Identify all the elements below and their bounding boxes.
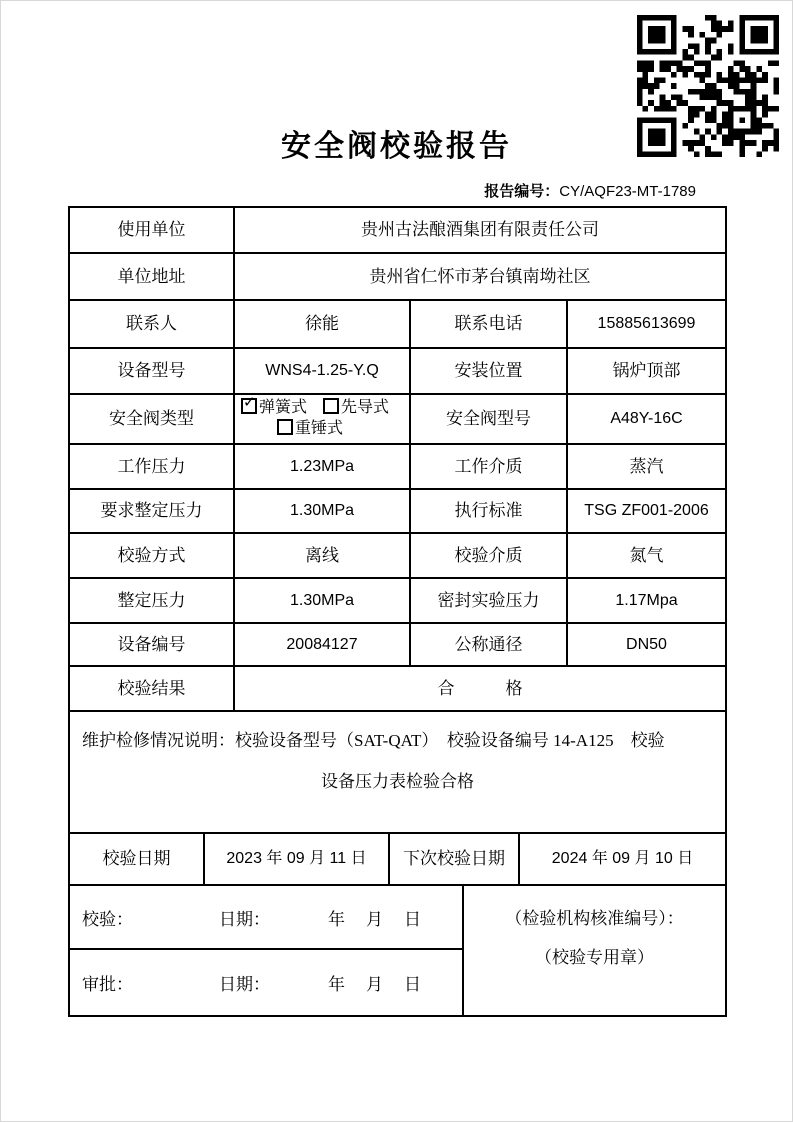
maintenance-note-line2: 设备压力表检验合格 — [321, 772, 474, 791]
label-required-set-pressure: 要求整定压力 — [70, 490, 235, 532]
label-device-number: 设备编号 — [70, 624, 235, 665]
label-use-unit: 使用单位 — [70, 208, 235, 252]
check-ymd: 年 月 日 — [328, 909, 423, 929]
report-number — [484, 180, 696, 201]
value-calibration-date: 2023 年 09 月 11 日 — [205, 834, 390, 884]
label-contact-person: 联系人 — [70, 301, 235, 347]
table-row-valve-type — [70, 395, 725, 445]
value-working-medium: 蒸汽 — [629, 456, 664, 476]
label-calibration-medium: 校验介质 — [411, 534, 568, 577]
valve-type-weight: 重锤式 — [295, 420, 344, 437]
checkbox-unchecked-icon — [277, 419, 293, 435]
table-row-device-number — [70, 624, 725, 667]
check-date-label: 日期： — [219, 909, 270, 929]
label-working-medium: 工作介质 — [411, 445, 568, 488]
value-working-pressure: 1.23MPa — [235, 445, 411, 488]
label-valve-type: 安全阀类型 — [70, 395, 235, 443]
checkbox-unchecked-icon — [323, 398, 339, 414]
maintenance-note — [70, 712, 725, 832]
label-standard: 执行标准 — [411, 490, 568, 532]
label-calibration-date: 校验日期 — [70, 834, 205, 884]
label-calibration-method: 校验方式 — [70, 534, 235, 577]
table-row-signatures — [70, 886, 725, 1015]
value-address: 贵州省仁怀市茅台镇南坳社区 — [369, 266, 591, 286]
value-valve-type — [235, 395, 411, 443]
value-standard: TSG ZF001-2006 — [584, 502, 709, 519]
table-row-address — [70, 254, 725, 301]
value-seal-test-pressure: 1.17Mpa — [615, 591, 678, 609]
label-contact-phone: 联系电话 — [411, 301, 568, 347]
valve-type-line2 — [241, 419, 343, 440]
value-required-set-pressure: 1.30MPa — [235, 490, 411, 532]
value-next-calibration-date: 2024 年 09 月 10 日 — [551, 850, 694, 867]
table-row-use-unit — [70, 208, 725, 254]
approve-sign-label: 审批： — [82, 975, 133, 994]
value-calibration-method: 离线 — [235, 534, 411, 577]
value-use-unit: 贵州古法酿酒集团有限责任公司 — [361, 220, 599, 240]
check-sign-label: 校验： — [82, 909, 133, 929]
stamp-approval-number: （检验机构核准编号）： — [505, 909, 684, 928]
qr-code — [634, 11, 782, 161]
label-seal-test-pressure: 密封实验压力 — [411, 579, 568, 622]
table-row-maintenance-note — [70, 712, 725, 834]
maintenance-note-line1: 维护检修情况说明：校验设备型号（SAT-QAT） 校验设备编号 14-A125 校验 — [82, 731, 665, 750]
value-result: 合 格 — [437, 678, 523, 698]
approve-date-label: 日期： — [219, 975, 270, 994]
label-result: 校验结果 — [70, 667, 235, 710]
sign-row-approve — [70, 950, 462, 1015]
table-row-contact — [70, 301, 725, 349]
valve-type-spring: 弹簧式 — [259, 399, 308, 417]
value-device-number: 20084127 — [235, 624, 411, 665]
value-device-model: WNS4-1.25-Y.Q — [235, 349, 411, 393]
checkbox-checked-icon — [241, 398, 257, 414]
label-device-model: 设备型号 — [70, 349, 235, 393]
table-row-calibration-method — [70, 534, 725, 579]
page-title: 安全阀校验报告 — [281, 130, 512, 163]
value-install-position: 锅炉顶部 — [612, 361, 681, 381]
table-row-set-pressure — [70, 579, 725, 624]
table-row-dates — [70, 834, 725, 886]
report-number-label: 报告编号： — [484, 184, 560, 200]
table-row-working-pressure — [70, 445, 725, 490]
value-set-pressure: 1.30MPa — [235, 579, 411, 622]
valve-type-pilot: 先导式 — [341, 399, 390, 417]
stamp-special-seal: （校验专用章） — [535, 948, 654, 967]
label-set-pressure: 整定压力 — [70, 579, 235, 622]
label-valve-model: 安全阀型号 — [411, 395, 568, 443]
table-row-required-set-pressure — [70, 490, 725, 534]
sign-row-check — [70, 886, 462, 950]
report-number-value: CY/AQF23-MT-1789 — [559, 183, 696, 200]
label-next-calibration-date: 下次校验日期 — [390, 834, 520, 884]
report-table — [68, 206, 727, 1017]
label-install-position: 安装位置 — [411, 349, 568, 393]
valve-type-line1 — [241, 398, 389, 419]
stamp-cell — [464, 886, 725, 1015]
label-nominal-diameter: 公称通径 — [411, 624, 568, 665]
table-row-result — [70, 667, 725, 712]
approve-ymd: 年 月 日 — [328, 975, 423, 994]
value-contact-phone: 15885613699 — [597, 315, 696, 332]
value-valve-model: A48Y-16C — [610, 410, 683, 427]
label-working-pressure: 工作压力 — [70, 445, 235, 488]
table-row-device-model — [70, 349, 725, 395]
value-contact-person: 徐能 — [235, 301, 411, 347]
signature-column — [70, 886, 464, 1015]
label-address: 单位地址 — [70, 254, 235, 299]
value-calibration-medium: 氮气 — [629, 545, 664, 565]
value-nominal-diameter: DN50 — [626, 635, 667, 653]
